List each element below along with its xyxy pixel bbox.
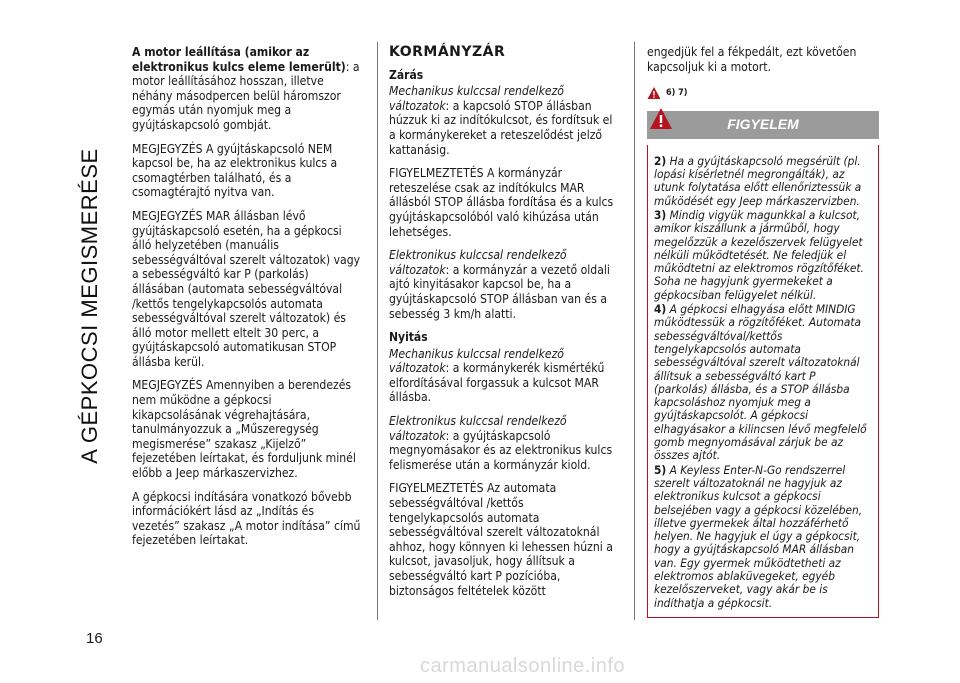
section-title: A GÉPKOCSI MEGISMERÉSE bbox=[77, 148, 102, 464]
column-divider bbox=[377, 42, 378, 620]
subheading-lock: Zárás bbox=[389, 67, 424, 82]
paragraph: A motor leállítása (amikor az elektronikus kulcs eleme lemerült): a motor leállításához hosszan, illetve néhány másodpercen belül háromszor egymás után nyomjuk meg a gyújtáskapcsoló gombját. bbox=[132, 45, 360, 132]
page-number: 16 bbox=[86, 630, 103, 647]
paragraph: MEGJEGYZÉS MAR állásban lévő gyújtáskapcsoló esetén, ha a gépkocsi álló helyzetében (manuális sebességváltóval szerelt változatok) vagy a sebességváltó kar P (parkolás) állásában (automata sebességváltóval /kettős tengelykapcsolós automata sebességváltóval szerelt változatok) és álló motor mellett eltelt 30 perc, a gyújtáskapcsoló automatikusan STOP állásba kerül. bbox=[132, 208, 361, 369]
paragraph: Elektronikus kulccsal rendelkező változatok: a kormányzár a vezető oldali ajtó kinyitásakor kapcsol be, ha a gyújtáskapcsoló STOP állásban van és a sebesség 3 km/h alatti. bbox=[389, 248, 610, 321]
watermark: carmanualsonline.info bbox=[420, 655, 626, 677]
warning-banner bbox=[647, 111, 879, 139]
warning-item: 2) Ha a gyújtáskapcsoló megsérült (pl. lopási kísérletnél megrongálták), az utunk folytatása előtt ellenőriztessük a működését egy Jeep márkaszervizben. bbox=[654, 153, 862, 208]
paragraph: Mechanikus kulccsal rendelkező változatok: a kormánykerék kismértékű elfordításával forgassuk a kulcsot MAR állásba. bbox=[389, 346, 605, 405]
warning-triangle-icon bbox=[647, 86, 661, 100]
warning-box bbox=[647, 145, 879, 618]
column-2 bbox=[389, 45, 621, 607]
paragraph: Mechanikus kulccsal rendelkező változatok: a kapcsoló STOP állásban húzzuk ki az indítókulcsot, és fordítsuk el a kormánykereket a reteszelődést jelző kattanásig. bbox=[389, 84, 613, 157]
section-heading: KORMÁNYZÁR bbox=[389, 44, 506, 60]
paragraph: Elektronikus kulccsal rendelkező változatok: a gyújtáskapcsoló megnyomásakor és az elektronikus kulcs felismerése után a kormányzár kiold. bbox=[389, 414, 613, 472]
paragraph: FIGYELMEZTETÉS A kormányzár reteszelése csak az indítókulcs MAR állásból STOP állásba fordítása és a kulcs gyújtáskapcsolóból való kihúzása után lehetséges. bbox=[389, 166, 614, 239]
paragraph: A gépkocsi indítására vonatkozó bővebb információkért lásd az „Indítás és vezetés” szakasz „A motor indítása” című fejezetében leírtakat. bbox=[132, 489, 361, 548]
warning-item: 3) Mindig vigyük magunkkal a kulcsot, amikor kiszállunk a járműből, hogy megelőzzük a kezelőszervek felügyelet nélküli működtetését. Ne feledjük el működtetni az elektromos rögzítőféket. Soha ne hagyjunk gyermekeket a gépkocsiban felügyelet nélkül. bbox=[654, 207, 864, 302]
paragraph: FIGYELMEZTETÉS Az automata sebességváltóval /kettős tengelykapcsolós automata sebességváltóval szerelt változatoknál ahhoz, hogy könnyen ki lehessen húzni a kulcsot, javasoljuk, hogy állítsuk a sebességváltó kart P pozícióba, biztonságos feltételek között bbox=[389, 481, 613, 598]
subheading-open: Nyitás bbox=[389, 330, 428, 345]
column-1 bbox=[132, 45, 364, 557]
warning-item: 4) A gépkocsi elhagyása előtt MINDIG működtessük a rögzítőféket. Automata sebességváltóval/kettős tengelykapcsolós automata sebességváltóval szerelt változatoknál állítsuk a sebességváltó kart P (parkolás) állásba, és a STOP állásba kapcsoláshoz nyomjuk meg a gyújtáskapcsolót. A gépkocsi elhagyásakor a kilincsen lévő megfelelő gomb megnyomásával zárjuk be az összes ajtót. bbox=[654, 302, 867, 463]
paragraph: engedjük fel a fékpedált, ezt követően kapcsoljuk ki a motort. bbox=[647, 45, 857, 74]
paragraph: MEGJEGYZÉS Amennyiben a berendezés nem működne a gépkocsi kikapcsolásának végrehajtására, tanulmányozzuk a „Műszeregység megismerése” szakasz „Kijelző” fejezetében leírtakat, és forduljunk minél előbb a Jeep márkaszervizhez. bbox=[132, 378, 356, 481]
column-3 bbox=[647, 45, 879, 618]
warning-item: 5) A Keyless Enter-N-Go rendszerrel szerelt változatoknál ne hagyjuk az elektronikus kulcsot a gépkocsi belsejében vagy a gépkocsi közelében, illetve gyermekek által hozzáférhető helyen. Ne hagyjuk el úgy a gépkocsit, hogy a gyújtáskapcsoló MAR állásban van. Egy gyermek működtetheti az elektromos ablaküvegeket, egyéb kezelőszerveket, vagy akár be is indíthatja a gépkocsit. bbox=[654, 462, 863, 610]
column-divider bbox=[634, 42, 635, 620]
warning-reference: 6) 7) bbox=[647, 86, 879, 101]
warning-title: FIGYELEM bbox=[727, 115, 799, 132]
paragraph: MEGJEGYZÉS A gyújtáskapcsoló NEM kapcsol be, ha az elektronikus kulcs a csomagtérben található, és a csomagtérajtó nyitva van. bbox=[132, 141, 338, 200]
